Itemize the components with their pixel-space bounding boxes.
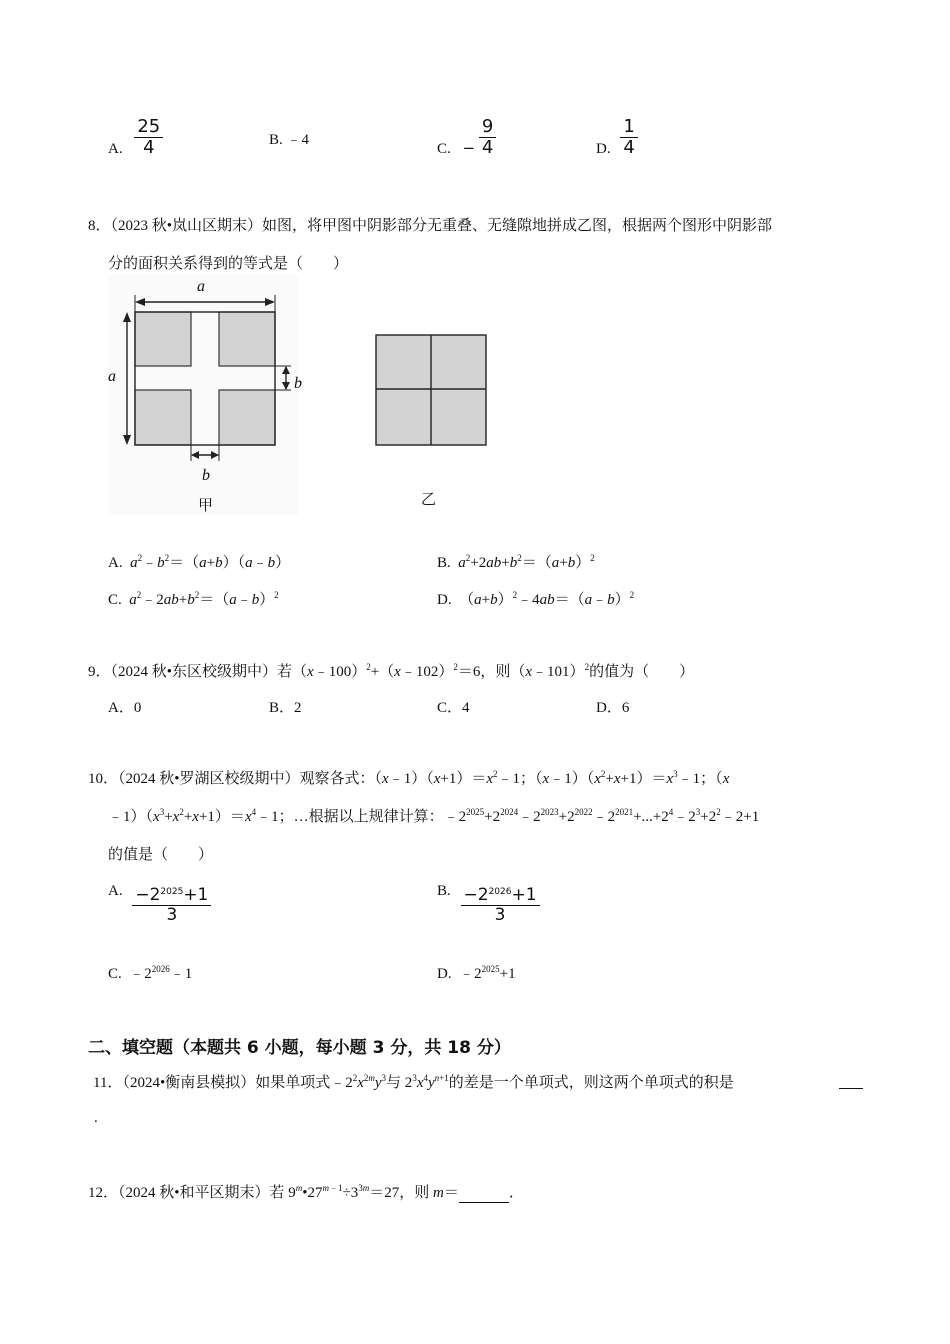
q8-option-a[interactable]: A. $a^2﹣b^2=(a+b)(a﹣b)$ xyxy=(108,553,291,571)
q11-stem-tail: . xyxy=(94,1110,98,1126)
section-title-fill-blank: 二、填空题（本题共 6 小题，每小题 3 分，共 18 分） xyxy=(88,1038,511,1058)
q9-option-b[interactable]: B．2 xyxy=(269,700,302,716)
jia-label-a-left: a xyxy=(108,368,116,385)
q7-option-a[interactable]: A. $\frac{25}{4}$ xyxy=(108,117,163,158)
q9-option-c[interactable]: C．4 xyxy=(437,700,470,716)
q7-option-a-fraction: $\frac{25}{4}$ xyxy=(134,117,163,158)
q8-option-b[interactable]: B. $a^2+2ab+b^2=(a+b)^2$ xyxy=(437,553,595,571)
q7-option-d-fraction: $\frac{1}{4}$ xyxy=(620,117,637,158)
q10-option-d[interactable]: D. $﹣2^{2025}+1$ xyxy=(437,964,516,982)
q8-stem-line1: 8．（2023 秋•岚山区期末）如图，将甲图中阴影部分无重叠、无缝隙地拼成乙图，根据两个图形中阴影部 xyxy=(88,218,773,234)
q7-option-c-fraction: $\frac{9}{4}$ xyxy=(479,117,496,158)
yi-caption: 乙 xyxy=(421,492,437,508)
q12-answer-blank[interactable] xyxy=(459,1185,509,1203)
q10-option-c[interactable]: C. $﹣2^{2026}﹣1$ xyxy=(108,964,193,982)
q9-option-a[interactable]: A．0 xyxy=(108,700,142,716)
q8-stem-line2: 分的面积关系得到的等式是（ ） xyxy=(108,256,349,272)
q9-option-d[interactable]: D．6 xyxy=(596,700,630,716)
q10-stem-line1: 10．（2024 秋•罗湖区校级期中）观察各式：$(x﹣1)(x+1)=x^2﹣1$；$(x﹣1)(x^2+x+1)=x^3﹣1$；（x xyxy=(88,769,730,787)
q9-stem: 9．（2024 秋•东区校级期中）若（x﹣100）$^2$+（x﹣102）$^2$＝6，则（x﹣101）$^2$的值为（ ） xyxy=(88,662,695,680)
jia-label-b-bottom: b xyxy=(202,467,210,484)
q10-option-a-fraction: $\frac{-2^{2025}+1}{3}$ xyxy=(132,886,211,924)
jia-label-a-top: a xyxy=(197,278,205,295)
q10-option-a[interactable]: A. $\frac{-2^{2025}+1}{3}$ xyxy=(108,886,211,924)
q11-answer-blank[interactable] xyxy=(839,1088,863,1089)
q8-option-d[interactable]: D. $(a+b)^2﹣4ab=(a﹣b)^2$ xyxy=(437,590,635,608)
q12-stem: 12．（2024 秋•和平区期末）若 $9^m•27^{m﹣1}\div 3^{3m}=27$，则 m＝ ． xyxy=(88,1183,524,1201)
q10-option-b[interactable]: B. $\frac{-2^{2026}+1}{3}$ xyxy=(437,886,540,924)
q10-option-b-fraction: $\frac{-2^{2026}+1}{3}$ xyxy=(461,886,540,924)
figure-yi xyxy=(375,334,488,447)
q7-option-b[interactable]: B. ﹣4 xyxy=(269,132,310,148)
jia-caption: 甲 xyxy=(198,498,214,514)
q10-stem-line3: 的值是（ ） xyxy=(108,847,214,863)
q10-stem-line2: $﹣1)(x^3+x^2+x+1)=x^4﹣1$；…根据以上规律计算：$﹣2^{2025}+2^{2024}﹣2^{2023}+2^{2022}﹣2^{2021}+...+2^4﹣2^3+2^2﹣2+1$ xyxy=(108,807,760,825)
q8-option-c[interactable]: C. $a^2﹣2ab+b^2=(a﹣b)^2$ xyxy=(108,590,279,608)
q7-option-d[interactable]: D. $\frac{1}{4}$ xyxy=(596,117,638,158)
jia-square-top-right xyxy=(219,312,275,366)
jia-square-bottom-left xyxy=(135,390,191,445)
q7-option-c[interactable]: C. − $\frac{9}{4}$ xyxy=(437,117,496,158)
jia-label-b-right: b xyxy=(294,375,302,392)
jia-square-top-left xyxy=(135,312,191,366)
q11-stem: 11．（2024•衡南县模拟）如果单项式$﹣2^2x^{2m}y^3$与 $2^3x^4y^{n+1}$的差是一个单项式，则这两个单项式的积是 xyxy=(93,1073,734,1091)
jia-square-bottom-right xyxy=(219,390,275,445)
